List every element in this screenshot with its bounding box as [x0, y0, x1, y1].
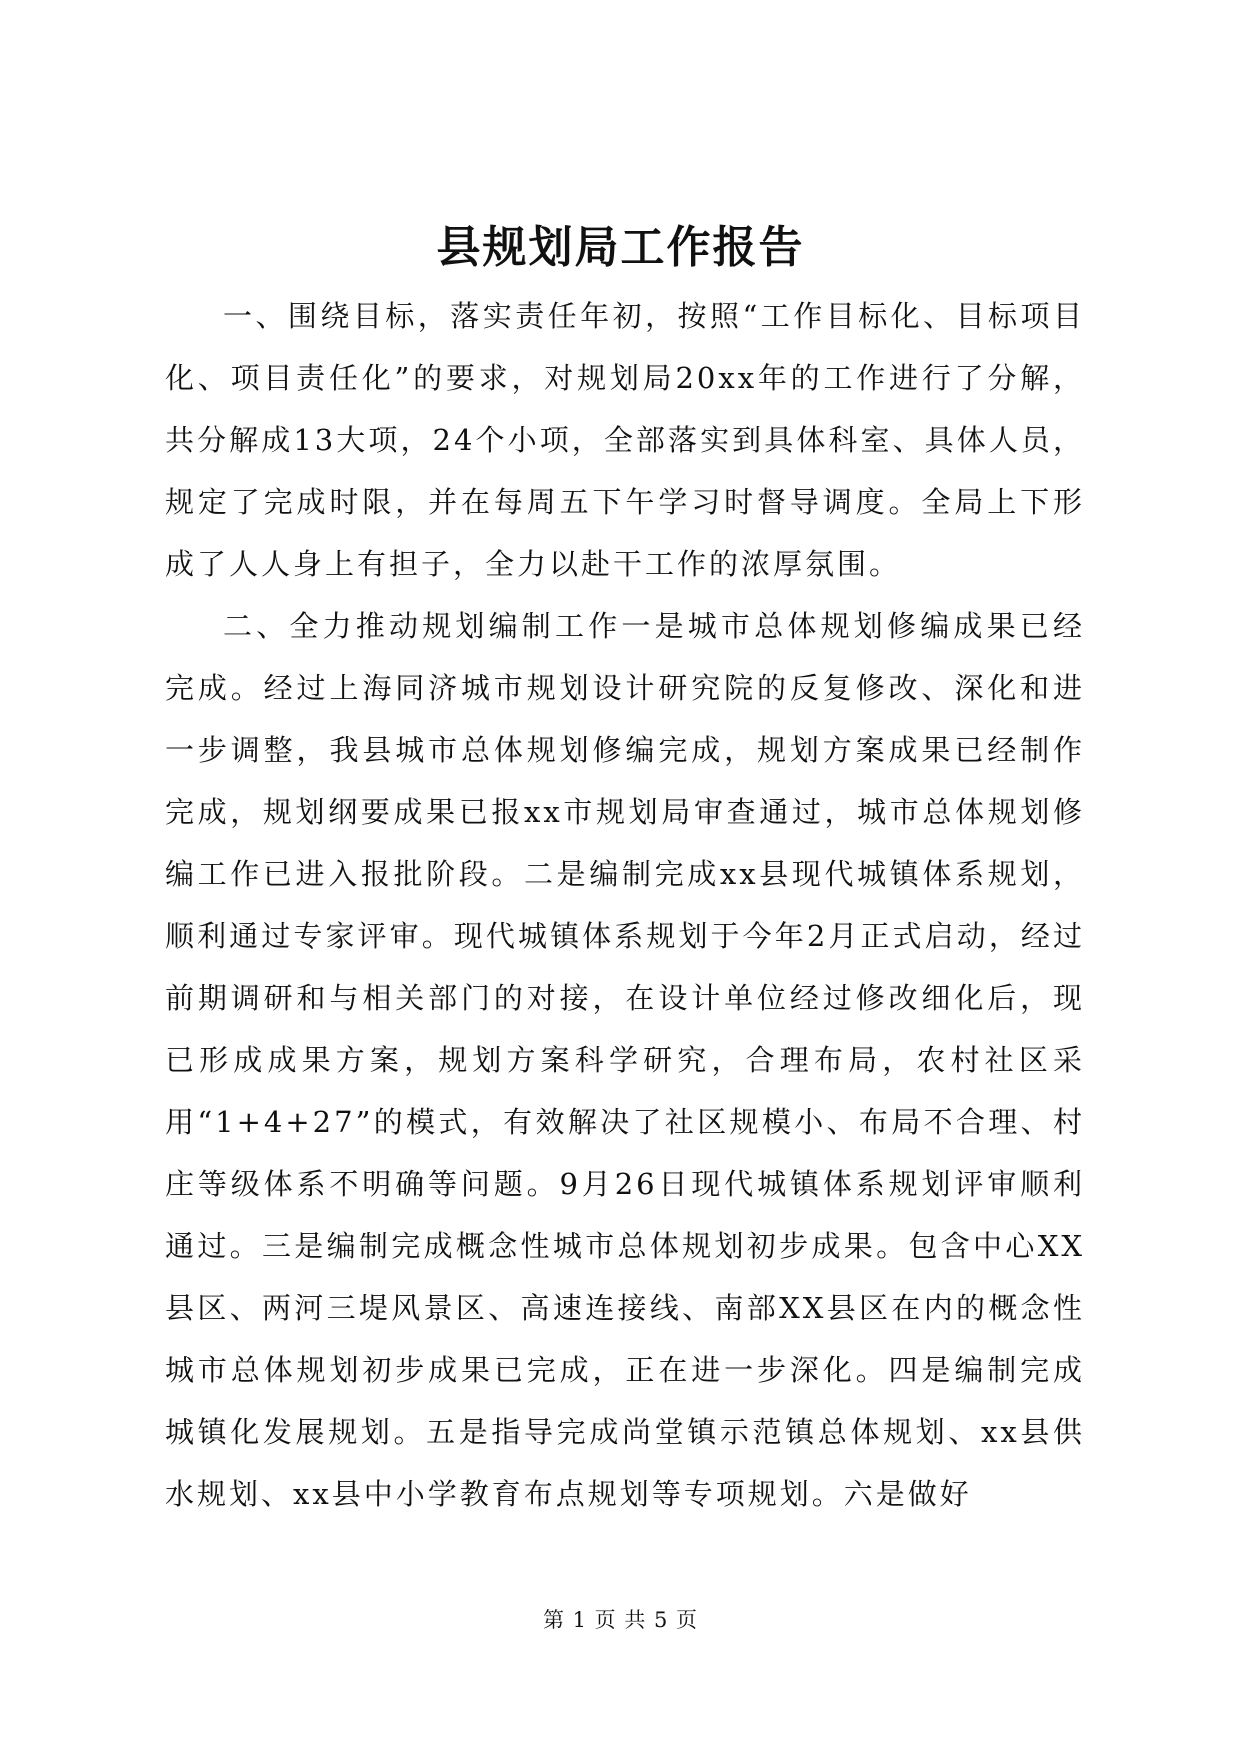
document-title: 县规划局工作报告: [436, 222, 805, 273]
document-body: [165, 285, 1085, 1525]
page-number-footer: 第 1 页 共 5 页: [542, 1608, 699, 1632]
paragraph-1: 一、围绕目标，落实责任年初，按照“工作目标化、目标项目化、项目责任化”的要求，对规划局20xx年的工作进行了分解，共分解成13大项，24个小项，全部落实到具体科室、具体人员，规定了完成时限，并在每周五下午学习时督导调度。全局上下形成了人人身上有担子，全力以赴干工作的浓厚氛围。: [165, 299, 1085, 581]
paragraph-2: 二、全力推动规划编制工作一是城市总体规划修编成果已经完成。经过上海同济城市规划设计研究院的反复修改、深化和进一步调整，我县城市总体规划修编完成，规划方案成果已经制作完成，规划纲要成果已报xx市规划局审查通过，城市总体规划修编工作已进入报批阶段。二是编制完成xx县现代城镇体系规划，顺利通过专家评审。现代城镇体系规划于今年2月正式启动，经过前期调研和与相关部门的对接，在设计单位经过修改细化后，现已形成成果方案，规划方案科学研究，合理布局，农村社区采用“1+4+27”的模式，有效解决了社区规模小、布局不合理、村庄等级体系不明确等问题。9月26日现代城镇体系规划评审顺利通过。三是编制完成概念性城市总体规划初步成果。包含中心XX县区、两河三堤风景区、高速连接线、南部XX县区在内的概念性城市总体规划初步成果已完成，正在进一步深化。四是编制完成城镇化发展规划。五是指导完成尚堂镇示范镇总体规划、xx县供水规划、xx县中小学教育布点规划等专项规划。六是做好: [165, 609, 1085, 1511]
